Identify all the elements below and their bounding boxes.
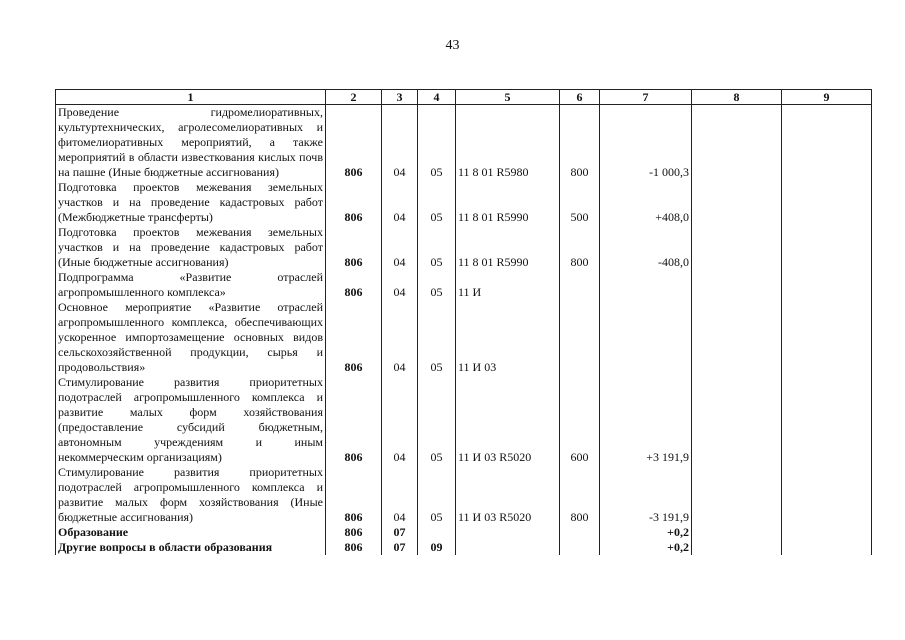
row-subsection: 05 <box>418 270 456 300</box>
row-amount: +0,2 <box>600 540 692 555</box>
row-subsection: 05 <box>418 300 456 375</box>
budget-table <box>55 89 872 555</box>
row-col-9 <box>782 180 872 225</box>
row-target-article: 11 И 03 R5020 <box>456 465 560 525</box>
row-section: 04 <box>382 300 418 375</box>
row-amount: -1 000,3 <box>600 105 692 181</box>
row-name: Образование <box>56 525 326 540</box>
row-admin-code: 806 <box>326 465 382 525</box>
row-section: 04 <box>382 465 418 525</box>
row-amount <box>600 270 692 300</box>
row-name: Подготовка проектов межевания земельных участков и на проведение кадастровых работ (Межбюджетные трансферты) <box>56 180 326 225</box>
row-col-9 <box>782 465 872 525</box>
row-target-article: 11 И 03 <box>456 300 560 375</box>
row-target-article: 11 И <box>456 270 560 300</box>
row-section: 07 <box>382 540 418 555</box>
row-section: 04 <box>382 270 418 300</box>
row-col-8 <box>692 375 782 465</box>
row-col-9 <box>782 525 872 540</box>
row-target-article: 11 8 01 R5980 <box>456 105 560 181</box>
row-section: 04 <box>382 375 418 465</box>
row-subsection <box>418 525 456 540</box>
table-row <box>56 180 872 225</box>
row-col-8 <box>692 465 782 525</box>
row-expense-type: 800 <box>560 225 600 270</box>
header-col-9: 9 <box>782 90 872 105</box>
row-section: 04 <box>382 105 418 181</box>
row-col-8 <box>692 300 782 375</box>
row-col-9 <box>782 375 872 465</box>
row-amount: -3 191,9 <box>600 465 692 525</box>
header-col-1: 1 <box>56 90 326 105</box>
table-row <box>56 225 872 270</box>
row-section: 04 <box>382 180 418 225</box>
row-name: Подготовка проектов межевания земельных участков и на проведение кадастровых работ (Иные бюджетные ассигнования) <box>56 225 326 270</box>
row-name: Стимулирование развития приоритетных подотраслей агропромышленного комплекса и развитие малых форм хозяйствования (предоставление субсидий бюджетным, автономным учреждениям и иным некоммерческим организациям) <box>56 375 326 465</box>
row-expense-type: 800 <box>560 465 600 525</box>
row-admin-code: 806 <box>326 540 382 555</box>
row-col-8 <box>692 525 782 540</box>
row-col-8 <box>692 180 782 225</box>
header-col-3: 3 <box>382 90 418 105</box>
row-admin-code: 806 <box>326 105 382 181</box>
row-subsection: 05 <box>418 180 456 225</box>
row-expense-type <box>560 300 600 375</box>
row-amount: +0,2 <box>600 525 692 540</box>
row-amount: +3 191,9 <box>600 375 692 465</box>
table-row <box>56 525 872 540</box>
table-row <box>56 300 872 375</box>
row-subsection: 05 <box>418 375 456 465</box>
row-name: Основное мероприятие «Развитие отраслей агропромышленного комплекса, обеспечивающих ускоренное импортозамещение основных видов сельскохозяйственной продукции, сырья и продовольствия» <box>56 300 326 375</box>
row-target-article: 11 8 01 R5990 <box>456 180 560 225</box>
table-row <box>56 540 872 555</box>
row-admin-code: 806 <box>326 525 382 540</box>
row-name: Стимулирование развития приоритетных подотраслей агропромышленного комплекса и развитие малых форм хозяйствования (Иные бюджетные ассигнования) <box>56 465 326 525</box>
row-col-9 <box>782 300 872 375</box>
header-col-4: 4 <box>418 90 456 105</box>
header-col-6: 6 <box>560 90 600 105</box>
table-row <box>56 465 872 525</box>
row-amount: +408,0 <box>600 180 692 225</box>
row-admin-code: 806 <box>326 270 382 300</box>
row-expense-type <box>560 540 600 555</box>
row-expense-type: 600 <box>560 375 600 465</box>
row-subsection: 09 <box>418 540 456 555</box>
row-section: 07 <box>382 525 418 540</box>
row-expense-type: 500 <box>560 180 600 225</box>
page-number: 43 <box>445 38 460 53</box>
row-col-9 <box>782 105 872 181</box>
header-col-2: 2 <box>326 90 382 105</box>
header-col-8: 8 <box>692 90 782 105</box>
row-admin-code: 806 <box>326 300 382 375</box>
table-row <box>56 375 872 465</box>
row-col-9 <box>782 540 872 555</box>
row-amount <box>600 300 692 375</box>
header-row <box>56 90 872 105</box>
row-name: Другие вопросы в области образования <box>56 540 326 555</box>
row-admin-code: 806 <box>326 225 382 270</box>
row-expense-type: 800 <box>560 105 600 181</box>
row-target-article <box>456 540 560 555</box>
row-col-8 <box>692 225 782 270</box>
table-row <box>56 105 872 181</box>
row-subsection: 05 <box>418 225 456 270</box>
row-col-8 <box>692 105 782 181</box>
row-amount: -408,0 <box>600 225 692 270</box>
row-col-8 <box>692 540 782 555</box>
row-admin-code: 806 <box>326 180 382 225</box>
row-expense-type <box>560 270 600 300</box>
row-expense-type <box>560 525 600 540</box>
row-target-article: 11 8 01 R5990 <box>456 225 560 270</box>
row-col-8 <box>692 270 782 300</box>
header-col-5: 5 <box>456 90 560 105</box>
table-row <box>56 270 872 300</box>
row-col-9 <box>782 270 872 300</box>
row-admin-code: 806 <box>326 375 382 465</box>
row-target-article <box>456 525 560 540</box>
header-col-7: 7 <box>600 90 692 105</box>
row-section: 04 <box>382 225 418 270</box>
row-name: Проведение гидромелиоративных, культуртехнических, агролесомелиоративных и фитомелиоративных мероприятий, а также мероприятий в области известкования кислых почв на пашне (Иные бюджетные ассигнования) <box>56 105 326 181</box>
row-subsection: 05 <box>418 105 456 181</box>
row-name: Подпрограмма «Развитие отраслей агропромышленного комплекса» <box>56 270 326 300</box>
row-target-article: 11 И 03 R5020 <box>456 375 560 465</box>
row-col-9 <box>782 225 872 270</box>
row-subsection: 05 <box>418 465 456 525</box>
